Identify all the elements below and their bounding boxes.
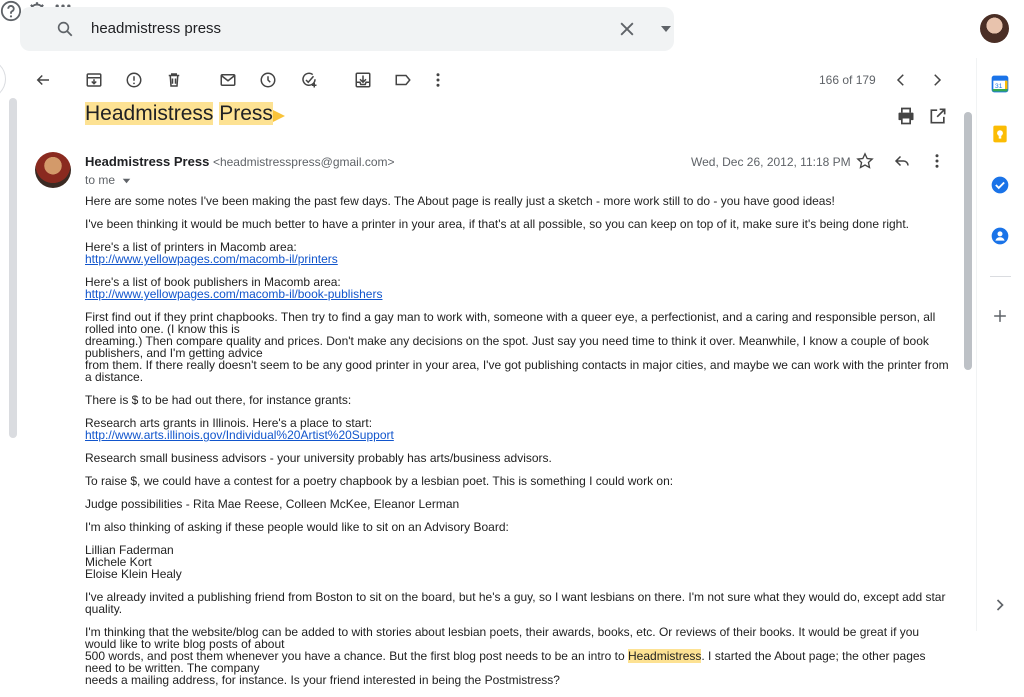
back-button[interactable] xyxy=(33,70,53,90)
body-paragraph: Research small business advisors - your university probably has arts/business advisors. xyxy=(85,451,552,465)
reply-icon[interactable] xyxy=(893,152,911,170)
subject-word-highlight: Headmistress xyxy=(85,102,214,125)
paragraph-line: dreaming.) Then compare quality and prices. Don't make any decisions on the spot. Just say you need time to think it over. Meanwhile, I know a couple of book publishers, and I'm getting advice xyxy=(85,334,929,360)
side-panel-divider xyxy=(990,276,1011,277)
clock-icon xyxy=(259,71,277,89)
paragraph-line: 500 words, and post them whenever you have a chance. But the first blog post needs to be an intro to xyxy=(85,649,629,663)
contacts-icon[interactable] xyxy=(990,226,1010,246)
body-paragraph: There is $ to be had out there, for instance grants: xyxy=(85,393,352,407)
print-icon[interactable] xyxy=(896,106,916,126)
search-icon[interactable] xyxy=(56,20,74,38)
recipients-label: to me xyxy=(85,173,116,187)
get-addons-plus-icon[interactable] xyxy=(990,306,1010,326)
sender-name[interactable]: Headmistress Press xyxy=(85,154,210,169)
move-to-button[interactable] xyxy=(353,70,373,90)
message-counter: 166 of 179 xyxy=(819,73,876,87)
more-vert-icon xyxy=(429,71,447,89)
archive-icon xyxy=(85,71,103,89)
sender-avatar[interactable] xyxy=(35,152,71,188)
more-options-button[interactable] xyxy=(428,70,448,90)
body-paragraph: I've already invited a publishing friend from Boston to sit on the board, but he's a guy, so I want lesbians on there. I'm not sure what they would do, except add star quality. xyxy=(85,590,946,616)
labels-button[interactable] xyxy=(393,70,413,90)
sender-email: <headmistresspress@gmail.com> xyxy=(212,155,395,169)
add-task-icon xyxy=(300,71,318,89)
add-to-tasks-button[interactable] xyxy=(299,70,319,90)
name-line: Lillian Faderman xyxy=(85,543,174,557)
archive-button[interactable] xyxy=(84,70,104,90)
search-input[interactable]: headmistress press xyxy=(91,20,222,37)
printers-link[interactable]: http://www.yellowpages.com/macomb-il/printers xyxy=(85,252,338,266)
paragraph-text: Research arts grants in Illinois. Here's a place to start: xyxy=(85,416,373,430)
paragraph-line: First find out if they print chapbooks. Then try to find a gay man to work with, someone with a queer eye, a perfectionist, and a caring and responsible person, all rolled into one. (I know this is xyxy=(85,310,936,336)
label-icon xyxy=(394,71,412,89)
report-spam-button[interactable] xyxy=(124,70,144,90)
open-in-new-window-icon[interactable] xyxy=(928,106,948,126)
body-paragraph: To raise $, we could have a contest for a poetry chapbook by a lesbian poet. This is something I could work on: xyxy=(85,474,674,488)
body-paragraph xyxy=(85,276,951,300)
help-icon[interactable] xyxy=(0,0,22,22)
body-paragraph xyxy=(85,626,951,686)
chevron-right-icon xyxy=(928,71,946,89)
paragraph-line: from them. If there really doesn't seem to be any good printer in your area, I've got publishing contacts in major cities, and maybe we can work with the printer from a distance. xyxy=(85,358,949,384)
subject-word-highlight: Press xyxy=(219,102,273,125)
message-toolbar xyxy=(0,60,960,100)
paragraph-text: Here's a list of book publishers in Macomb area: xyxy=(85,275,341,289)
star-icon[interactable] xyxy=(856,152,874,170)
book-publishers-link[interactable]: http://www.yellowpages.com/macomb-il/book-publishers xyxy=(85,287,383,301)
search-highlight: Headmistress xyxy=(628,649,702,663)
mail-icon xyxy=(219,71,237,89)
advisory-board-names xyxy=(85,544,951,580)
delete-button[interactable] xyxy=(164,70,184,90)
more-vert-icon[interactable] xyxy=(928,152,946,170)
trash-icon xyxy=(165,71,183,89)
paragraph-text: Here's a list of printers in Macomb area: xyxy=(85,240,297,254)
svg-text:31: 31 xyxy=(995,82,1003,90)
search-options-icon[interactable] xyxy=(660,24,672,34)
important-marker-icon[interactable] xyxy=(273,110,285,122)
paragraph-line: needs a mailing address, for instance. Is your friend interested in being the Postmistress? xyxy=(85,673,560,687)
body-paragraph: Judge possibilities - Rita Mae Reese, Colleen McKee, Eleanor Lerman xyxy=(85,497,460,511)
body-paragraph xyxy=(85,417,951,441)
calendar-icon[interactable] xyxy=(990,74,1010,94)
email-body xyxy=(85,195,951,697)
move-to-inbox-icon xyxy=(354,71,372,89)
sender-line xyxy=(85,154,395,169)
arts-grants-link[interactable]: http://www.arts.illinois.gov/Individual%20Artist%20Support xyxy=(85,428,394,442)
email-subject xyxy=(85,102,273,126)
left-scrollbar[interactable] xyxy=(9,98,17,438)
chevron-left-icon xyxy=(892,71,910,89)
older-button[interactable] xyxy=(927,70,947,90)
chevron-down-icon xyxy=(122,178,131,184)
name-line: Eloise Klein Healy xyxy=(85,567,182,581)
body-paragraph xyxy=(85,241,951,265)
keep-icon[interactable] xyxy=(990,124,1010,144)
account-avatar[interactable] xyxy=(980,14,1009,43)
back-arrow-icon xyxy=(34,71,52,89)
newer-button[interactable] xyxy=(891,70,911,90)
tasks-icon[interactable] xyxy=(990,175,1010,195)
name-line: Michele Kort xyxy=(85,555,152,569)
clear-search-icon[interactable] xyxy=(617,19,637,39)
search-bar[interactable] xyxy=(20,7,674,51)
body-paragraph xyxy=(85,311,951,383)
paragraph-line: I'm thinking that the website/blog can be added to with stories about lesbian poets, their awards, books, etc. Or reviews of their books. It would be great if you would like to write blog posts of about xyxy=(85,625,920,651)
top-bar xyxy=(0,0,1024,58)
report-icon xyxy=(125,71,143,89)
mark-unread-button[interactable] xyxy=(218,70,238,90)
expand-side-panel-icon[interactable] xyxy=(990,595,1010,615)
message-scrollbar[interactable] xyxy=(964,112,972,370)
snooze-button[interactable] xyxy=(258,70,278,90)
body-paragraph: I've been thinking it would be much better to have a printer in your area, if that's at all possible, so you can keep on top of it, make sure it's being done right. xyxy=(85,217,910,231)
body-paragraph: I'm also thinking of asking if these people would like to sit on an Advisory Board: xyxy=(85,520,509,534)
recipients-toggle[interactable] xyxy=(85,173,131,187)
body-paragraph: Here are some notes I've been making the past few days. The About page is really just a sketch - more work still to do - you have good ideas! xyxy=(85,194,835,208)
paragraph-line: . I started the About page; the other pages need to be written. The company xyxy=(85,649,926,675)
email-date: Wed, Dec 26, 2012, 11:18 PM xyxy=(691,155,851,169)
